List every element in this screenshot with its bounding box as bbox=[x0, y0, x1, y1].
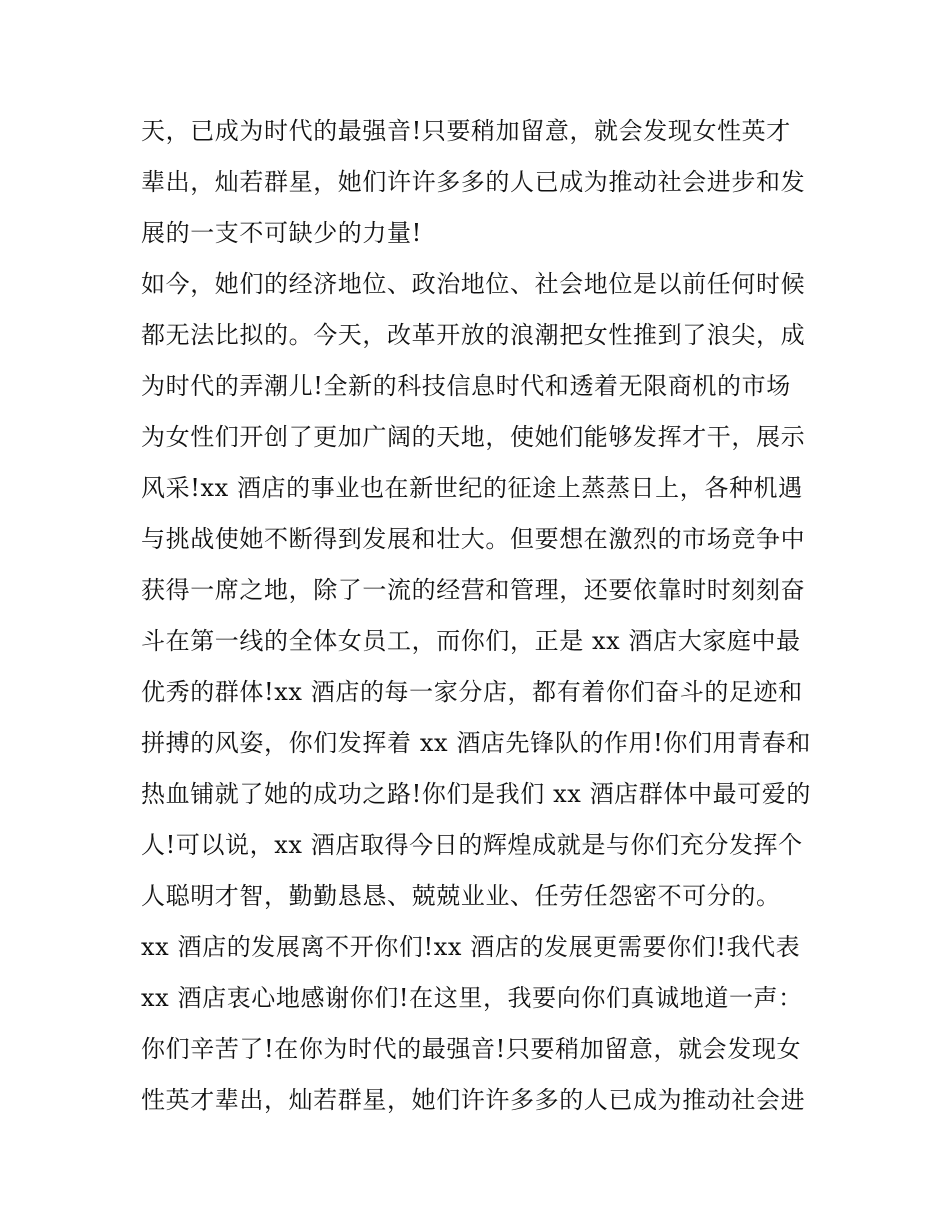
body-text bbox=[141, 106, 831, 1126]
text-line: 斗在第一线的全体女员工，而你们，正是 xx 酒店大家庭中最 bbox=[141, 627, 801, 655]
text-line: 天，已成为时代的最强音!只要稍加留意，就会发现女性英才 bbox=[141, 117, 791, 145]
text-line: 人!可以说，xx 酒店取得今日的辉煌成就是与你们充分发挥个 bbox=[141, 831, 803, 859]
text-line: 为时代的弄潮儿!全新的科技信息时代和透着无限商机的市场 bbox=[141, 372, 791, 400]
text-line: 性英才辈出，灿若群星，她们许许多多的人已成为推动社会进 bbox=[141, 1086, 806, 1114]
text-line: 展的一支不可缺少的力量! bbox=[141, 219, 422, 247]
text-line: 人聪明才智，勤勤恳恳、兢兢业业、任劳任怨密不可分的。 bbox=[141, 882, 781, 910]
text-line: 与挑战使她不断得到发展和壮大。但要想在激烈的市场竞争中 bbox=[141, 525, 806, 553]
text-line: 优秀的群体!xx 酒店的每一家分店，都有着你们奋斗的足迹和 bbox=[141, 678, 803, 706]
text-line: xx 酒店衷心地感谢你们!在这里，我要向你们真诚地道一声： bbox=[141, 984, 803, 1012]
text-line: 你们辛苦了!在你为时代的最强音!只要稍加留意，就会发现女 bbox=[141, 1035, 802, 1063]
text-line: 都无法比拟的。今天，改革开放的浪潮把女性推到了浪尖，成 bbox=[141, 321, 806, 349]
text-line: xx 酒店的发展离不开你们!xx 酒店的发展更需要你们!我代表 bbox=[141, 933, 801, 961]
text-line: 如今，她们的经济地位、政治地位、社会地位是以前任何时候 bbox=[141, 270, 806, 298]
text-line: 风采!xx 酒店的事业也在新世纪的征途上蒸蒸日上，各种机遇 bbox=[141, 474, 803, 502]
text-line: 拼搏的风姿，你们发挥着 xx 酒店先锋队的作用!你们用青春和 bbox=[141, 729, 811, 757]
text-line: 为女性们开创了更加广阔的天地，使她们能够发挥才干，展示 bbox=[141, 423, 806, 451]
text-line: 热血铺就了她的成功之路!你们是我们 xx 酒店群体中最可爱的 bbox=[141, 780, 811, 808]
text-line: 获得一席之地，除了一流的经营和管理，还要依靠时时刻刻奋 bbox=[141, 576, 806, 604]
text-line: 辈出，灿若群星，她们许许多多的人已成为推动社会进步和发 bbox=[141, 168, 806, 196]
